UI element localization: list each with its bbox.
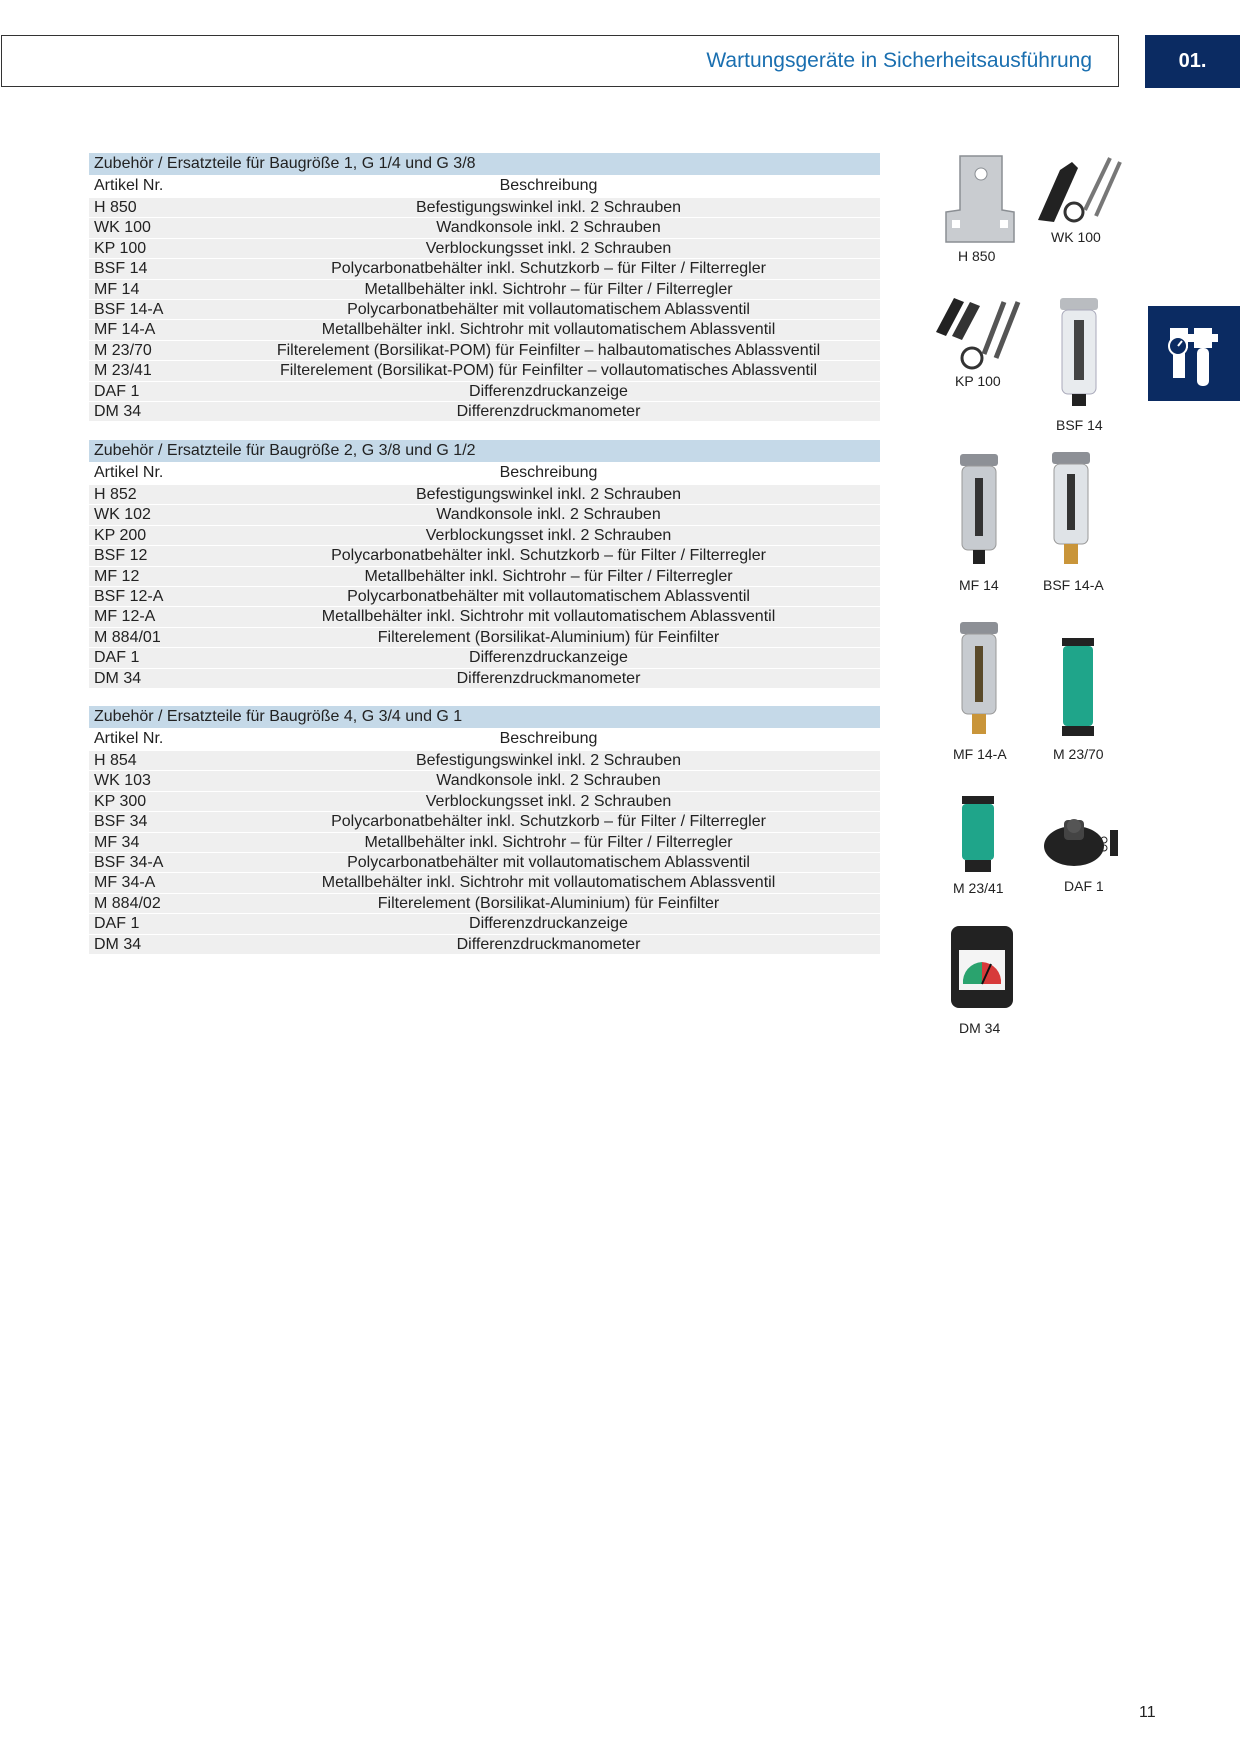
article-number: M 884/01	[94, 628, 161, 646]
article-number: H 854	[94, 752, 137, 769]
product-bsf14a	[1050, 450, 1092, 568]
table-row	[89, 791, 880, 811]
table-row	[89, 750, 880, 770]
table-row	[89, 832, 880, 852]
filter-regulator-lubricator-icon	[1148, 306, 1240, 401]
article-number: MF 14-A	[94, 321, 156, 339]
table-header	[89, 728, 880, 750]
column-header-description: Beschreibung	[499, 464, 598, 481]
article-number: BSF 12	[94, 547, 148, 565]
description: Filterelement (Borsilikat-POM) für Feinfilter – vollautomatisches Ablassventil	[279, 362, 818, 380]
product-wk100	[1030, 150, 1125, 230]
description: Metallbehälter inkl. Sichtrohr – für Filter / Filterregler	[364, 833, 733, 851]
article-number: BSF 14-A	[94, 300, 164, 318]
table-row	[89, 381, 880, 401]
description: Wandkonsole inkl. 2 Schrauben	[436, 506, 661, 524]
product-label: WK 100	[1051, 229, 1101, 245]
table-row	[89, 217, 880, 237]
table-row	[89, 319, 880, 339]
table-row	[89, 360, 880, 380]
metal-bowl-icon	[958, 452, 1000, 567]
description: Differenzdruckanzeige	[469, 915, 628, 933]
description: Polycarbonatbehälter mit vollautomatischem Ablassventil	[347, 853, 750, 871]
article-number: MF 34-A	[94, 874, 156, 892]
parts-table-size-2	[89, 440, 880, 688]
table-row	[89, 258, 880, 278]
article-number: MF 12	[94, 567, 140, 585]
column-header-article: Artikel Nr.	[94, 464, 164, 481]
article-number: M 23/41	[94, 362, 152, 380]
description: Differenzdruckanzeige	[469, 382, 628, 400]
product-m2341	[959, 796, 997, 874]
product-label: DM 34	[959, 1020, 1001, 1036]
table-row	[89, 627, 880, 647]
description: Differenzdruckmanometer	[456, 935, 641, 953]
article-number: M 23/70	[94, 341, 152, 359]
description: Befestigungswinkel inkl. 2 Schrauben	[415, 752, 682, 769]
table-row	[89, 484, 880, 504]
table-title: Zubehör / Ersatzteile für Baugröße 2, G 3/8 und G 1/2	[89, 440, 880, 462]
table-row	[89, 279, 880, 299]
article-number: M 884/02	[94, 894, 161, 912]
column-header-article: Artikel Nr.	[94, 730, 164, 747]
wall-bracket-icon	[1030, 150, 1125, 230]
table-row	[89, 545, 880, 565]
table-row	[89, 566, 880, 586]
description: Filterelement (Borsilikat-Aluminium) für Feinfilter	[377, 628, 720, 646]
table-row	[89, 668, 880, 688]
table-row	[89, 197, 880, 217]
description: Metallbehälter inkl. Sichtrohr – für Filter / Filterregler	[364, 280, 733, 298]
article-number: KP 300	[94, 792, 147, 810]
description: Metallbehälter inkl. Sichtrohr mit vollautomatischem Ablassventil	[321, 321, 776, 339]
table-header	[89, 462, 880, 484]
description: Differenzdruckanzeige	[469, 649, 628, 667]
description: Differenzdruckmanometer	[456, 669, 641, 687]
table-header	[89, 175, 880, 197]
table-row	[89, 647, 880, 667]
article-number: KP 100	[94, 239, 147, 257]
article-number: WK 102	[94, 506, 151, 524]
article-number: DM 34	[94, 669, 142, 687]
description: Wandkonsole inkl. 2 Schrauben	[436, 219, 661, 237]
description: Verblockungsset inkl. 2 Schrauben	[425, 526, 672, 544]
product-label: BSF 14	[1056, 417, 1103, 433]
article-number: DM 34	[94, 402, 142, 420]
polycarbonate-bowl-icon	[1058, 296, 1100, 408]
table-row	[89, 770, 880, 790]
table-row	[89, 525, 880, 545]
column-header-description: Beschreibung	[499, 730, 598, 747]
description: Polycarbonatbehälter inkl. Schutzkorb – für Filter / Filterregler	[331, 260, 766, 278]
table-row	[89, 893, 880, 913]
article-number: KP 200	[94, 526, 147, 544]
differential-pressure-indicator-icon	[1040, 810, 1132, 872]
article-number: BSF 34	[94, 813, 148, 831]
article-number: BSF 14	[94, 260, 148, 278]
article-number: WK 103	[94, 772, 151, 790]
article-number: DAF 1	[94, 649, 140, 667]
description: Verblockungsset inkl. 2 Schrauben	[425, 792, 672, 810]
product-label: M 23/41	[953, 880, 1004, 896]
description: Filterelement (Borsilikat-Aluminium) für Feinfilter	[377, 894, 720, 912]
table-row	[89, 913, 880, 933]
table-row	[89, 238, 880, 258]
product-h850	[940, 150, 1020, 245]
description: Differenzdruckmanometer	[456, 402, 641, 420]
article-number: DAF 1	[94, 382, 140, 400]
page-number: 11	[1139, 1704, 1156, 1721]
article-number: MF 14	[94, 280, 140, 298]
table-title: Zubehör / Ersatzteile für Baugröße 1, G 1/4 und G 3/8	[89, 153, 880, 175]
parts-table-size-1	[89, 153, 880, 421]
page-header	[1, 35, 1119, 87]
product-label: DAF 1	[1064, 878, 1104, 894]
product-label: M 23/70	[1053, 746, 1104, 762]
description: Metallbehälter inkl. Sichtrohr – für Filter / Filterregler	[364, 567, 733, 585]
column-header-article: Artikel Nr.	[94, 177, 164, 194]
table-row	[89, 934, 880, 954]
article-number: DAF 1	[94, 915, 140, 933]
article-number: MF 34	[94, 833, 140, 851]
product-label: KP 100	[955, 373, 1001, 389]
mounting-bracket-icon	[940, 150, 1020, 245]
parts-table-size-4	[89, 706, 880, 954]
description: Befestigungswinkel inkl. 2 Schrauben	[415, 199, 682, 216]
article-number: MF 12-A	[94, 608, 156, 626]
table-row	[89, 299, 880, 319]
product-daf1	[1040, 810, 1132, 872]
table-title: Zubehör / Ersatzteile für Baugröße 4, G 3/4 und G 1	[89, 706, 880, 728]
article-number: H 850	[94, 199, 137, 216]
table-row	[89, 606, 880, 626]
product-label: MF 14-A	[953, 746, 1007, 762]
description: Metallbehälter inkl. Sichtrohr mit vollautomatischem Ablassventil	[321, 608, 776, 626]
product-mf14a	[958, 620, 1000, 738]
product-bsf14	[1058, 296, 1100, 408]
metal-bowl-auto-drain-icon	[958, 620, 1000, 738]
article-number: WK 100	[94, 219, 151, 237]
product-label: BSF 14-A	[1043, 577, 1104, 593]
differential-pressure-gauge-icon	[949, 924, 1015, 1010]
table-row	[89, 852, 880, 872]
table-row	[89, 872, 880, 892]
polycarbonate-bowl-auto-drain-icon	[1050, 450, 1092, 568]
table-row	[89, 401, 880, 421]
table-row	[89, 340, 880, 360]
description: Befestigungswinkel inkl. 2 Schrauben	[415, 486, 682, 503]
article-number: BSF 34-A	[94, 853, 164, 871]
product-kp100	[930, 292, 1025, 372]
table-row	[89, 811, 880, 831]
product-dm34	[949, 924, 1015, 1010]
chapter-tab: 01.	[1145, 35, 1240, 88]
article-number: DM 34	[94, 935, 142, 953]
product-label: H 850	[958, 248, 996, 264]
article-number: BSF 12-A	[94, 587, 164, 605]
connection-kit-icon	[930, 292, 1025, 372]
product-m2370	[1060, 638, 1096, 738]
description: Polycarbonatbehälter mit vollautomatischem Ablassventil	[347, 300, 750, 318]
page-title: Wartungsgeräte in Sicherheitsausführung	[706, 49, 1092, 72]
description: Polycarbonatbehälter mit vollautomatischem Ablassventil	[347, 587, 750, 605]
description: Polycarbonatbehälter inkl. Schutzkorb – für Filter / Filterregler	[331, 813, 766, 831]
description: Wandkonsole inkl. 2 Schrauben	[436, 772, 661, 790]
description: Metallbehälter inkl. Sichtrohr mit vollautomatischem Ablassventil	[321, 874, 776, 892]
filter-element-icon	[1060, 638, 1096, 738]
product-mf14	[958, 452, 1000, 567]
table-row	[89, 586, 880, 606]
description: Filterelement (Borsilikat-POM) für Feinfilter – halbautomatisches Ablassventil	[276, 341, 821, 359]
product-label: MF 14	[959, 577, 999, 593]
column-header-description: Beschreibung	[499, 177, 598, 194]
description: Verblockungsset inkl. 2 Schrauben	[425, 239, 672, 257]
article-number: H 852	[94, 486, 137, 503]
description: Polycarbonatbehälter inkl. Schutzkorb – für Filter / Filterregler	[331, 547, 766, 565]
table-row	[89, 504, 880, 524]
filter-element-icon	[959, 796, 997, 874]
